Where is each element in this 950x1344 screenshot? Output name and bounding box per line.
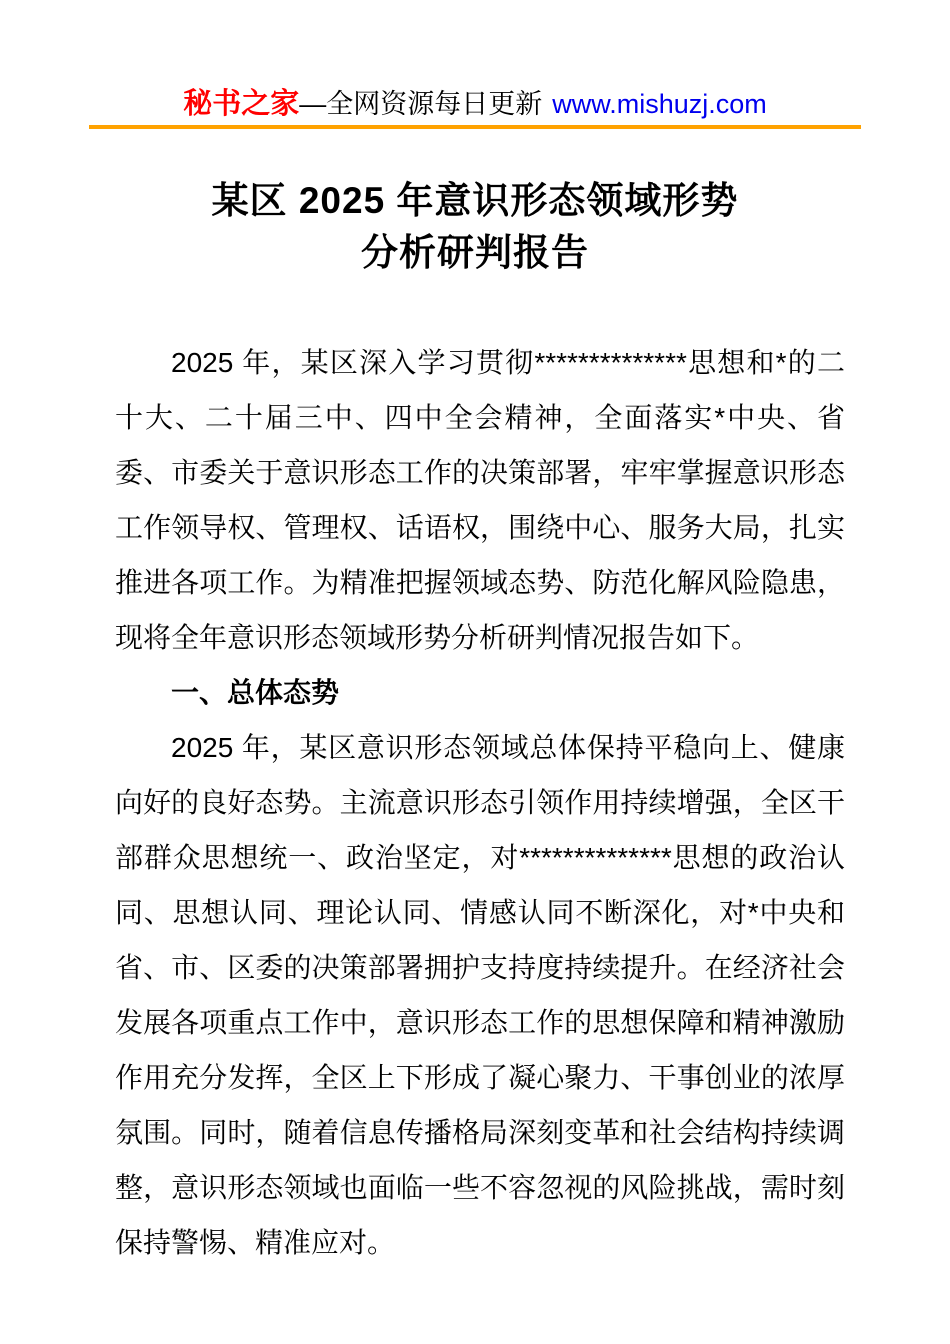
document-title [0, 175, 950, 279]
site-header [0, 88, 950, 120]
document-title-line-1: 某区 2025 年意识形态领域形势 [211, 180, 739, 221]
site-url-link[interactable]: www.mishuzj.com [552, 89, 767, 119]
document-title-line-2: 分析研判报告 [361, 232, 589, 273]
body-paragraph: 2025 年，某区深入学习贯彻**************思想和*的二十大、二十届三中、四中全会精神，全面落实*中央、省委、市委关于意识形态工作的决策部署，牢牢掌握意识形态工作领导权、管理权、话语权，围绕中心、服务大局，扎实推进各项工作。为精准把握领域态势、防范化解风险隐患，现将全年意识形态领域形势分析研判情况报告如下。 [115, 347, 845, 653]
site-brand: 秘书之家 [183, 88, 300, 120]
body-paragraph: 2025 年，某区意识形态领域总体保持平稳向上、健康向好的良好态势。主流意识形态引领作用持续增强，全区干部群众思想统一、政治坚定，对**************思想的政治认同、思想认同、理论认同、情感认同不断深化，对*中央和省、市、区委的决策部署拥护支持度持续提升。在经济社会发展各项重点工作中，意识形态工作的思想保障和精神激励作用充分发挥，全区上下形成了凝心聚力、干事创业的浓厚氛围。同时，随着信息传播格局深刻变革和社会结构持续调整，意识形态领域也面临一些不容忽视的风险挑战，需时刻保持警惕、精准应对。 [115, 732, 845, 1258]
document-body [115, 335, 845, 1270]
section-heading: 一、总体态势 [171, 677, 340, 708]
site-tagline: —全网资源每日更新 [299, 89, 543, 119]
header-divider [89, 125, 861, 129]
